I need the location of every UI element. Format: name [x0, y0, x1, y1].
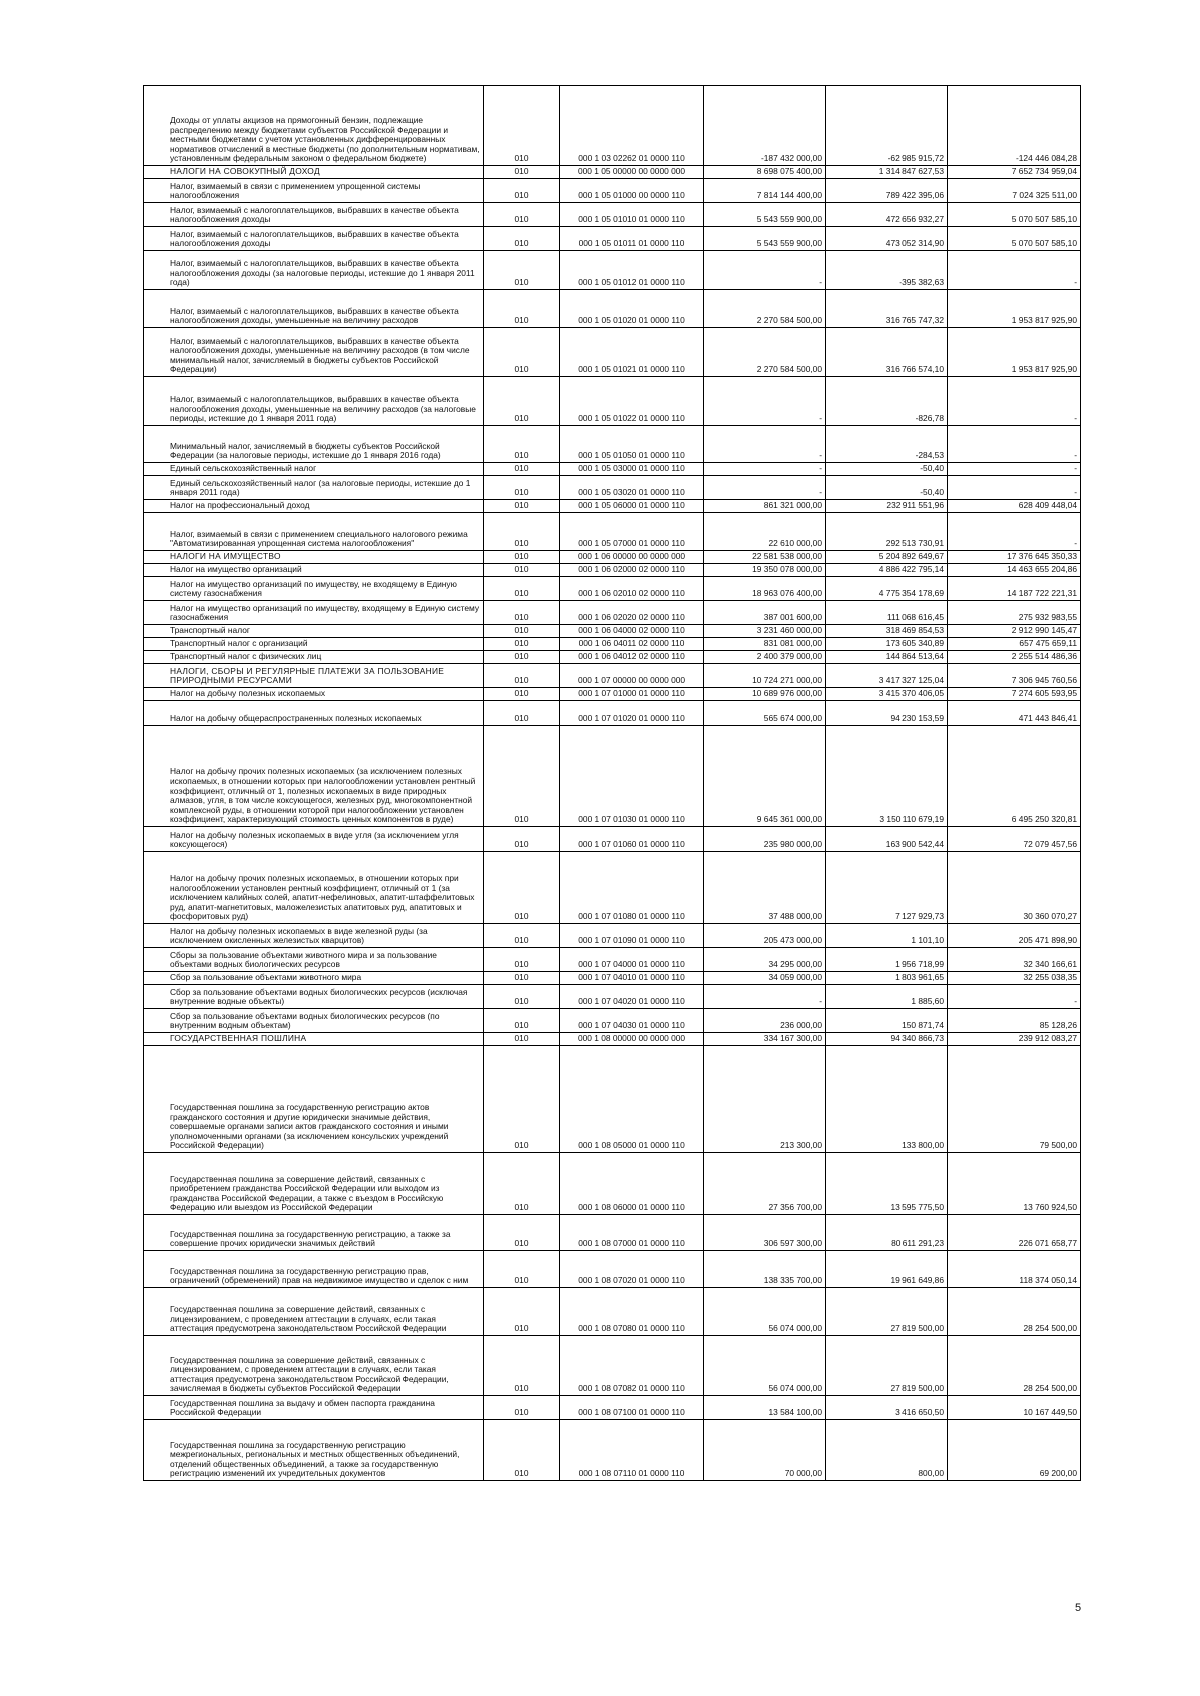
row-rest-cell: 69 200,00 [948, 1420, 1081, 1481]
row-name-cell: Налог на добычу прочих полезных ископаемых (за исключением полезных ископаемых, в отношении которых при налогообложении установлен рентный коэффициент, отличный от 1, полезных ископаемых в виде природных алмазов, угля, в том числе коксующегося, железных руд, многокомпонентной комплексной руды, в отношении которой при налогообложении установлен коэффициент, характеризующий стоимость ценных компонентов в руде) [144, 726, 484, 827]
row-name-cell: Налог на имущество организаций [144, 564, 484, 577]
row-name-cell: Сборы за пользование объектами животного мира и за пользование объектами водных биологических ресурсов [144, 948, 484, 972]
row-rest-cell: 239 912 083,27 [948, 1033, 1081, 1046]
row-plan-cell: 831 081 000,00 [704, 638, 826, 651]
row-kbk-cell: 000 1 03 02262 01 0000 110 [560, 86, 704, 166]
row-rest-cell: 14 463 655 204,86 [948, 564, 1081, 577]
row-name-cell: Налог на имущество организаций по имуществу, не входящему в Единую систему газоснабжения [144, 577, 484, 601]
row-plan-cell: - [704, 251, 826, 290]
row-fact-cell: 7 127 929,73 [826, 852, 948, 924]
row-fact-cell: 1 314 847 627,53 [826, 166, 948, 179]
table-row [144, 290, 1081, 328]
row-kbk-cell: 000 1 07 04000 01 0000 110 [560, 948, 704, 972]
table-row [144, 985, 1081, 1009]
row-rest-cell: 628 409 448,04 [948, 500, 1081, 513]
row-code-cell: 010 [484, 924, 560, 948]
row-fact-cell: 472 656 932,27 [826, 203, 948, 227]
table-row [144, 1288, 1081, 1336]
row-rest-cell: 118 374 050,14 [948, 1251, 1081, 1288]
row-code-cell: 010 [484, 377, 560, 426]
row-name-cell: Налог на добычу полезных ископаемых в виде железной руды (за исключением окисленных железистых кварцитов) [144, 924, 484, 948]
row-kbk-cell: 000 1 05 03020 01 0000 110 [560, 476, 704, 500]
row-plan-cell: 565 674 000,00 [704, 701, 826, 726]
row-fact-cell: 800,00 [826, 1420, 948, 1481]
row-kbk-cell: 000 1 06 02000 02 0000 110 [560, 564, 704, 577]
row-fact-cell: 13 595 775,50 [826, 1153, 948, 1215]
row-kbk-cell: 000 1 06 02010 02 0000 110 [560, 577, 704, 601]
row-kbk-cell: 000 1 06 02020 02 0000 110 [560, 601, 704, 625]
row-code-cell: 010 [484, 688, 560, 701]
row-fact-cell: 292 513 730,91 [826, 513, 948, 551]
row-kbk-cell: 000 1 08 07080 01 0000 110 [560, 1288, 704, 1336]
row-fact-cell: 150 871,74 [826, 1009, 948, 1033]
row-plan-cell: 13 584 100,00 [704, 1396, 826, 1420]
revenue-table [143, 85, 1081, 1481]
row-plan-cell: 5 543 559 900,00 [704, 203, 826, 227]
table-row [144, 827, 1081, 852]
row-kbk-cell: 000 1 06 04000 02 0000 110 [560, 625, 704, 638]
table-row [144, 664, 1081, 688]
row-fact-cell: 111 068 616,45 [826, 601, 948, 625]
row-name-cell: НАЛОГИ НА ИМУЩЕСТВО [144, 551, 484, 564]
row-name-cell: Транспортный налог с физических лиц [144, 651, 484, 664]
row-kbk-cell: 000 1 06 04011 02 0000 110 [560, 638, 704, 651]
row-fact-cell: 316 765 747,32 [826, 290, 948, 328]
row-fact-cell: 27 819 500,00 [826, 1288, 948, 1336]
row-kbk-cell: 000 1 05 00000 00 0000 000 [560, 166, 704, 179]
row-rest-cell: 30 360 070,27 [948, 852, 1081, 924]
row-plan-cell: 235 980 000,00 [704, 827, 826, 852]
row-kbk-cell: 000 1 07 04030 01 0000 110 [560, 1009, 704, 1033]
row-plan-cell: 22 581 538 000,00 [704, 551, 826, 564]
row-kbk-cell: 000 1 08 07100 01 0000 110 [560, 1396, 704, 1420]
table-row [144, 1153, 1081, 1215]
row-plan-cell: 9 645 361 000,00 [704, 726, 826, 827]
table-row [144, 625, 1081, 638]
row-fact-cell: 1 803 961,65 [826, 972, 948, 985]
row-code-cell: 010 [484, 852, 560, 924]
row-kbk-cell: 000 1 05 01021 01 0000 110 [560, 328, 704, 377]
table-row [144, 651, 1081, 664]
row-name-cell: Транспортный налог [144, 625, 484, 638]
row-kbk-cell: 000 1 05 01022 01 0000 110 [560, 377, 704, 426]
row-name-cell: Налог, взимаемый в связи с применением упрощенной системы налогообложения [144, 179, 484, 203]
row-code-cell: 010 [484, 551, 560, 564]
table-row [144, 86, 1081, 166]
row-name-cell: Единый сельскохозяйственный налог [144, 463, 484, 476]
row-fact-cell: 789 422 395,06 [826, 179, 948, 203]
table-row [144, 426, 1081, 463]
row-kbk-cell: 000 1 08 05000 01 0000 110 [560, 1046, 704, 1153]
row-code-cell: 010 [484, 625, 560, 638]
row-rest-cell: 1 953 817 925,90 [948, 328, 1081, 377]
row-name-cell: Государственная пошлина за государственную регистрацию прав, ограничений (обременений) прав на недвижимое имущество и сделок с ним [144, 1251, 484, 1288]
row-code-cell: 010 [484, 251, 560, 290]
row-code-cell: 010 [484, 726, 560, 827]
row-name-cell: ГОСУДАРСТВЕННАЯ ПОШЛИНА [144, 1033, 484, 1046]
row-kbk-cell: 000 1 07 01060 01 0000 110 [560, 827, 704, 852]
row-code-cell: 010 [484, 827, 560, 852]
row-rest-cell: - [948, 513, 1081, 551]
row-plan-cell: 3 231 460 000,00 [704, 625, 826, 638]
table-row [144, 948, 1081, 972]
row-rest-cell: 5 070 507 585,10 [948, 203, 1081, 227]
row-name-cell: Налог на профессиональный доход [144, 500, 484, 513]
row-name-cell: Государственная пошлина за совершение действий, связанных с приобретением гражданства Российской Федерации или выходом из гражданства Российской Федерации, а также с въездом в Российскую Федерацию или выездом из Российской Федерации [144, 1153, 484, 1215]
row-name-cell: Сбор за пользование объектами животного мира [144, 972, 484, 985]
row-name-cell: Сбор за пользование объектами водных биологических ресурсов (исключая внутренние водные объекты) [144, 985, 484, 1009]
row-name-cell: Налог на добычу полезных ископаемых [144, 688, 484, 701]
row-plan-cell: 19 350 078 000,00 [704, 564, 826, 577]
row-kbk-cell: 000 1 05 06000 01 0000 110 [560, 500, 704, 513]
row-plan-cell: 8 698 075 400,00 [704, 166, 826, 179]
row-rest-cell: -124 446 084,28 [948, 86, 1081, 166]
row-code-cell: 010 [484, 1336, 560, 1396]
row-rest-cell: 72 079 457,56 [948, 827, 1081, 852]
row-kbk-cell: 000 1 06 04012 02 0000 110 [560, 651, 704, 664]
row-code-cell: 010 [484, 513, 560, 551]
row-fact-cell: 3 150 110 679,19 [826, 726, 948, 827]
row-kbk-cell: 000 1 07 04010 01 0000 110 [560, 972, 704, 985]
row-kbk-cell: 000 1 07 01030 01 0000 110 [560, 726, 704, 827]
row-fact-cell: 27 819 500,00 [826, 1336, 948, 1396]
row-kbk-cell: 000 1 05 03000 01 0000 110 [560, 463, 704, 476]
row-plan-cell: - [704, 476, 826, 500]
page-number: 5 [1075, 1602, 1082, 1614]
row-kbk-cell: 000 1 05 01000 00 0000 110 [560, 179, 704, 203]
table-row [144, 701, 1081, 726]
row-plan-cell: 7 814 144 400,00 [704, 179, 826, 203]
row-fact-cell: 94 230 153,59 [826, 701, 948, 726]
row-rest-cell: - [948, 377, 1081, 426]
row-rest-cell: 275 932 983,55 [948, 601, 1081, 625]
table-row [144, 601, 1081, 625]
row-plan-cell: 138 335 700,00 [704, 1251, 826, 1288]
row-name-cell: Налог, взимаемый с налогоплательщиков, выбравших в качестве объекта налогообложения доходы, уменьшенные на величину расходов [144, 290, 484, 328]
row-rest-cell: - [948, 476, 1081, 500]
row-name-cell: Единый сельскохозяйственный налог (за налоговые периоды, истекшие до 1 января 2011 года) [144, 476, 484, 500]
row-kbk-cell: 000 1 05 01050 01 0000 110 [560, 426, 704, 463]
table-row [144, 227, 1081, 251]
row-code-cell: 010 [484, 179, 560, 203]
row-code-cell: 010 [484, 701, 560, 726]
row-code-cell: 010 [484, 1251, 560, 1288]
row-fact-cell: 3 417 327 125,04 [826, 664, 948, 688]
row-kbk-cell: 000 1 05 07000 01 0000 110 [560, 513, 704, 551]
row-code-cell: 010 [484, 577, 560, 601]
row-fact-cell: 94 340 866,73 [826, 1033, 948, 1046]
row-fact-cell: 3 416 650,50 [826, 1396, 948, 1420]
row-fact-cell: 5 204 892 649,67 [826, 551, 948, 564]
row-code-cell: 010 [484, 972, 560, 985]
row-code-cell: 010 [484, 985, 560, 1009]
row-plan-cell: 861 321 000,00 [704, 500, 826, 513]
row-code-cell: 010 [484, 290, 560, 328]
row-plan-cell: 213 300,00 [704, 1046, 826, 1153]
table-row [144, 1046, 1081, 1153]
row-fact-cell: 1 101,10 [826, 924, 948, 948]
row-fact-cell: 318 469 854,53 [826, 625, 948, 638]
row-kbk-cell: 000 1 08 07000 01 0000 110 [560, 1215, 704, 1251]
row-plan-cell: 10 724 271 000,00 [704, 664, 826, 688]
row-kbk-cell: 000 1 08 07082 01 0000 110 [560, 1336, 704, 1396]
row-fact-cell: 133 800,00 [826, 1046, 948, 1153]
row-plan-cell: 205 473 000,00 [704, 924, 826, 948]
row-name-cell: Минимальный налог, зачисляемый в бюджеты субъектов Российской Федерации (за налоговые периоды, истекшие до 1 января 2016 года) [144, 426, 484, 463]
row-rest-cell: 7 306 945 760,56 [948, 664, 1081, 688]
row-plan-cell: 2 270 584 500,00 [704, 290, 826, 328]
row-plan-cell: 70 000,00 [704, 1420, 826, 1481]
row-rest-cell: 657 475 659,11 [948, 638, 1081, 651]
table-row [144, 166, 1081, 179]
row-name-cell: Налог на добычу прочих полезных ископаемых, в отношении которых при налогообложении установлен рентный коэффициент, отличный от 1 (за исключением калийных солей, апатит-нефелиновых, апатит-штаффелитовых руд, апатит-магнетитовых, маложелезистых апатитовых руд, апатитовых и фосфоритовых руд) [144, 852, 484, 924]
row-rest-cell: 32 255 038,35 [948, 972, 1081, 985]
row-plan-cell: 334 167 300,00 [704, 1033, 826, 1046]
row-name-cell: Доходы от уплаты акцизов на прямогонный бензин, подлежащие распределению между бюджетами субъектов Российской Федерации и местными бюджетами с учетом установленных дифференцированных нормативов отчислений в местные бюджеты (по дополнительным нормативам, установленным федеральным законом о федеральном бюджете) [144, 86, 484, 166]
row-kbk-cell: 000 1 07 01080 01 0000 110 [560, 852, 704, 924]
row-code-cell: 010 [484, 328, 560, 377]
row-fact-cell: 232 911 551,96 [826, 500, 948, 513]
row-rest-cell: 13 760 924,50 [948, 1153, 1081, 1215]
row-code-cell: 010 [484, 638, 560, 651]
row-kbk-cell: 000 1 06 00000 00 0000 000 [560, 551, 704, 564]
row-code-cell: 010 [484, 651, 560, 664]
row-code-cell: 010 [484, 203, 560, 227]
row-kbk-cell: 000 1 05 01011 01 0000 110 [560, 227, 704, 251]
row-plan-cell: 22 610 000,00 [704, 513, 826, 551]
row-code-cell: 010 [484, 1288, 560, 1336]
row-rest-cell: 7 024 325 511,00 [948, 179, 1081, 203]
row-rest-cell: 2 912 990 145,47 [948, 625, 1081, 638]
row-name-cell: Государственная пошлина за государственную регистрацию межрегиональных, региональных и местных общественных объединений, отделений общественных объединений, а также за государственную регистрацию изменений их учредительных документов [144, 1420, 484, 1481]
row-rest-cell: 7 652 734 959,04 [948, 166, 1081, 179]
table-row [144, 726, 1081, 827]
row-plan-cell: 5 543 559 900,00 [704, 227, 826, 251]
row-name-cell: Государственная пошлина за выдачу и обмен паспорта гражданина Российской Федерации [144, 1396, 484, 1420]
row-name-cell: Налог, взимаемый в связи с применением специального налогового режима "Автоматизированная упрощенная система налогообложения" [144, 513, 484, 551]
row-rest-cell: 17 376 645 350,33 [948, 551, 1081, 564]
row-rest-cell: 14 187 722 221,31 [948, 577, 1081, 601]
row-name-cell: Государственная пошлина за совершение действий, связанных с лицензированием, с проведением аттестации в случаях, если такая аттестация предусмотрена законодательством Российской Федерации [144, 1288, 484, 1336]
row-rest-cell: - [948, 426, 1081, 463]
row-rest-cell: 205 471 898,90 [948, 924, 1081, 948]
table-row [144, 924, 1081, 948]
row-name-cell: Сбор за пользование объектами водных биологических ресурсов (по внутренним водным объектам) [144, 1009, 484, 1033]
row-kbk-cell: 000 1 08 07020 01 0000 110 [560, 1251, 704, 1288]
row-plan-cell: 37 488 000,00 [704, 852, 826, 924]
row-kbk-cell: 000 1 05 01010 01 0000 110 [560, 203, 704, 227]
table-row [144, 500, 1081, 513]
row-fact-cell: 1 885,60 [826, 985, 948, 1009]
row-name-cell: Налог, взимаемый с налогоплательщиков, выбравших в качестве объекта налогообложения доходы, уменьшенные на величину расходов (за налоговые периоды, истекшие до 1 января 2011 года) [144, 377, 484, 426]
row-kbk-cell: 000 1 08 06000 01 0000 110 [560, 1153, 704, 1215]
row-name-cell: Налог на добычу общераспространенных полезных ископаемых [144, 701, 484, 726]
row-plan-cell: 56 074 000,00 [704, 1288, 826, 1336]
row-code-cell: 010 [484, 1420, 560, 1481]
table-row [144, 377, 1081, 426]
row-rest-cell: 2 255 514 486,36 [948, 651, 1081, 664]
row-name-cell: Налог на добычу полезных ископаемых в виде угля (за исключением угля коксующегося) [144, 827, 484, 852]
table-row [144, 638, 1081, 651]
row-name-cell: НАЛОГИ НА СОВОКУПНЫЙ ДОХОД [144, 166, 484, 179]
row-rest-cell: 1 953 817 925,90 [948, 290, 1081, 328]
row-fact-cell: 163 900 542,44 [826, 827, 948, 852]
row-fact-cell: -826,78 [826, 377, 948, 426]
row-kbk-cell: 000 1 07 00000 00 0000 000 [560, 664, 704, 688]
row-plan-cell: 236 000,00 [704, 1009, 826, 1033]
row-rest-cell: 10 167 449,50 [948, 1396, 1081, 1420]
row-code-cell: 010 [484, 227, 560, 251]
row-fact-cell: 316 766 574,10 [826, 328, 948, 377]
row-plan-cell: 10 689 976 000,00 [704, 688, 826, 701]
row-kbk-cell: 000 1 08 00000 00 0000 000 [560, 1033, 704, 1046]
table-row [144, 1033, 1081, 1046]
row-rest-cell: 471 443 846,41 [948, 701, 1081, 726]
row-fact-cell: -395 382,63 [826, 251, 948, 290]
row-kbk-cell: 000 1 07 01000 01 0000 110 [560, 688, 704, 701]
row-code-cell: 010 [484, 601, 560, 625]
row-code-cell: 010 [484, 1215, 560, 1251]
row-plan-cell: - [704, 985, 826, 1009]
table-row [144, 251, 1081, 290]
revenue-table-body [144, 86, 1081, 1481]
row-name-cell: Налог, взимаемый с налогоплательщиков, выбравших в качестве объекта налогообложения доходы [144, 203, 484, 227]
row-rest-cell: 79 500,00 [948, 1046, 1081, 1153]
row-code-cell: 010 [484, 1153, 560, 1215]
row-rest-cell: 5 070 507 585,10 [948, 227, 1081, 251]
table-row [144, 179, 1081, 203]
row-code-cell: 010 [484, 166, 560, 179]
table-row [144, 551, 1081, 564]
table-row [144, 476, 1081, 500]
row-plan-cell: 306 597 300,00 [704, 1215, 826, 1251]
row-name-cell: Транспортный налог с организаций [144, 638, 484, 651]
table-row [144, 972, 1081, 985]
row-rest-cell: - [948, 251, 1081, 290]
row-code-cell: 010 [484, 948, 560, 972]
row-code-cell: 010 [484, 664, 560, 688]
row-name-cell: НАЛОГИ, СБОРЫ И РЕГУЛЯРНЫЕ ПЛАТЕЖИ ЗА ПОЛЬЗОВАНИЕ ПРИРОДНЫМИ РЕСУРСАМИ [144, 664, 484, 688]
row-kbk-cell: 000 1 07 01090 01 0000 110 [560, 924, 704, 948]
row-rest-cell: - [948, 985, 1081, 1009]
row-name-cell: Налог, взимаемый с налогоплательщиков, выбравших в качестве объекта налогообложения доходы [144, 227, 484, 251]
row-rest-cell: 226 071 658,77 [948, 1215, 1081, 1251]
row-rest-cell: 28 254 500,00 [948, 1288, 1081, 1336]
row-name-cell: Государственная пошлина за государственную регистрацию, а также за совершение прочих юридически значимых действий [144, 1215, 484, 1251]
row-code-cell: 010 [484, 1046, 560, 1153]
row-kbk-cell: 000 1 08 07110 01 0000 110 [560, 1420, 704, 1481]
row-name-cell: Налог, взимаемый с налогоплательщиков, выбравших в качестве объекта налогообложения доходы, уменьшенные на величину расходов (в том числе минимальный налог, зачисляемый в бюджеты субъектов Российской Федерации) [144, 328, 484, 377]
row-plan-cell: 18 963 076 400,00 [704, 577, 826, 601]
table-row [144, 1420, 1081, 1481]
table-row [144, 328, 1081, 377]
row-name-cell: Налог, взимаемый с налогоплательщиков, выбравших в качестве объекта налогообложения доходы (за налоговые периоды, истекшие до 1 января 2011 года) [144, 251, 484, 290]
row-plan-cell: - [704, 377, 826, 426]
row-fact-cell: 19 961 649,86 [826, 1251, 948, 1288]
table-row [144, 688, 1081, 701]
row-fact-cell: 173 605 340,89 [826, 638, 948, 651]
row-fact-cell: 144 864 513,64 [826, 651, 948, 664]
row-code-cell: 010 [484, 1009, 560, 1033]
row-rest-cell: 6 495 250 320,81 [948, 726, 1081, 827]
row-rest-cell: - [948, 463, 1081, 476]
row-fact-cell: 3 415 370 406,05 [826, 688, 948, 701]
row-plan-cell: 34 059 000,00 [704, 972, 826, 985]
row-rest-cell: 85 128,26 [948, 1009, 1081, 1033]
row-kbk-cell: 000 1 07 04020 01 0000 110 [560, 985, 704, 1009]
row-kbk-cell: 000 1 07 01020 01 0000 110 [560, 701, 704, 726]
table-row [144, 1336, 1081, 1396]
row-fact-cell: 1 956 718,99 [826, 948, 948, 972]
row-code-cell: 010 [484, 500, 560, 513]
row-fact-cell: 4 775 354 178,69 [826, 577, 948, 601]
row-code-cell: 010 [484, 463, 560, 476]
row-rest-cell: 32 340 166,61 [948, 948, 1081, 972]
table-row [144, 1396, 1081, 1420]
row-fact-cell: -284,53 [826, 426, 948, 463]
row-plan-cell: 2 400 379 000,00 [704, 651, 826, 664]
row-plan-cell: 56 074 000,00 [704, 1336, 826, 1396]
row-fact-cell: 473 052 314,90 [826, 227, 948, 251]
table-row [144, 463, 1081, 476]
row-kbk-cell: 000 1 05 01012 01 0000 110 [560, 251, 704, 290]
row-rest-cell: 7 274 605 593,95 [948, 688, 1081, 701]
row-fact-cell: -50,40 [826, 463, 948, 476]
row-code-cell: 010 [484, 426, 560, 463]
row-kbk-cell: 000 1 05 01020 01 0000 110 [560, 290, 704, 328]
table-row [144, 577, 1081, 601]
row-plan-cell: - [704, 463, 826, 476]
table-row [144, 203, 1081, 227]
table-row [144, 513, 1081, 551]
row-plan-cell: - [704, 426, 826, 463]
row-name-cell: Государственная пошлина за государственную регистрацию актов гражданского состояния и другие юридически значимые действия, совершаемые органами записи актов гражданского состояния и иными уполномоченными органами (за исключением консульских учреждений Российской Федерации) [144, 1046, 484, 1153]
row-plan-cell: 34 295 000,00 [704, 948, 826, 972]
table-row [144, 1215, 1081, 1251]
table-row [144, 1009, 1081, 1033]
row-name-cell: Государственная пошлина за совершение действий, связанных с лицензированием, с проведением аттестации в случаях, если такая аттестация предусмотрена законодательством Российской Федерации, зачисляемая в бюджеты субъектов Российской Федерации [144, 1336, 484, 1396]
row-fact-cell: 80 611 291,23 [826, 1215, 948, 1251]
table-row [144, 1251, 1081, 1288]
table-row [144, 852, 1081, 924]
row-plan-cell: 387 001 600,00 [704, 601, 826, 625]
row-code-cell: 010 [484, 1396, 560, 1420]
row-plan-cell: 2 270 584 500,00 [704, 328, 826, 377]
row-fact-cell: 4 886 422 795,14 [826, 564, 948, 577]
row-code-cell: 010 [484, 564, 560, 577]
row-name-cell: Налог на имущество организаций по имуществу, входящему в Единую систему газоснабжения [144, 601, 484, 625]
row-code-cell: 010 [484, 1033, 560, 1046]
row-plan-cell: -187 432 000,00 [704, 86, 826, 166]
row-code-cell: 010 [484, 86, 560, 166]
row-plan-cell: 27 356 700,00 [704, 1153, 826, 1215]
row-code-cell: 010 [484, 476, 560, 500]
table-row [144, 564, 1081, 577]
row-fact-cell: -50,40 [826, 476, 948, 500]
row-fact-cell: -62 985 915,72 [826, 86, 948, 166]
row-rest-cell: 28 254 500,00 [948, 1336, 1081, 1396]
